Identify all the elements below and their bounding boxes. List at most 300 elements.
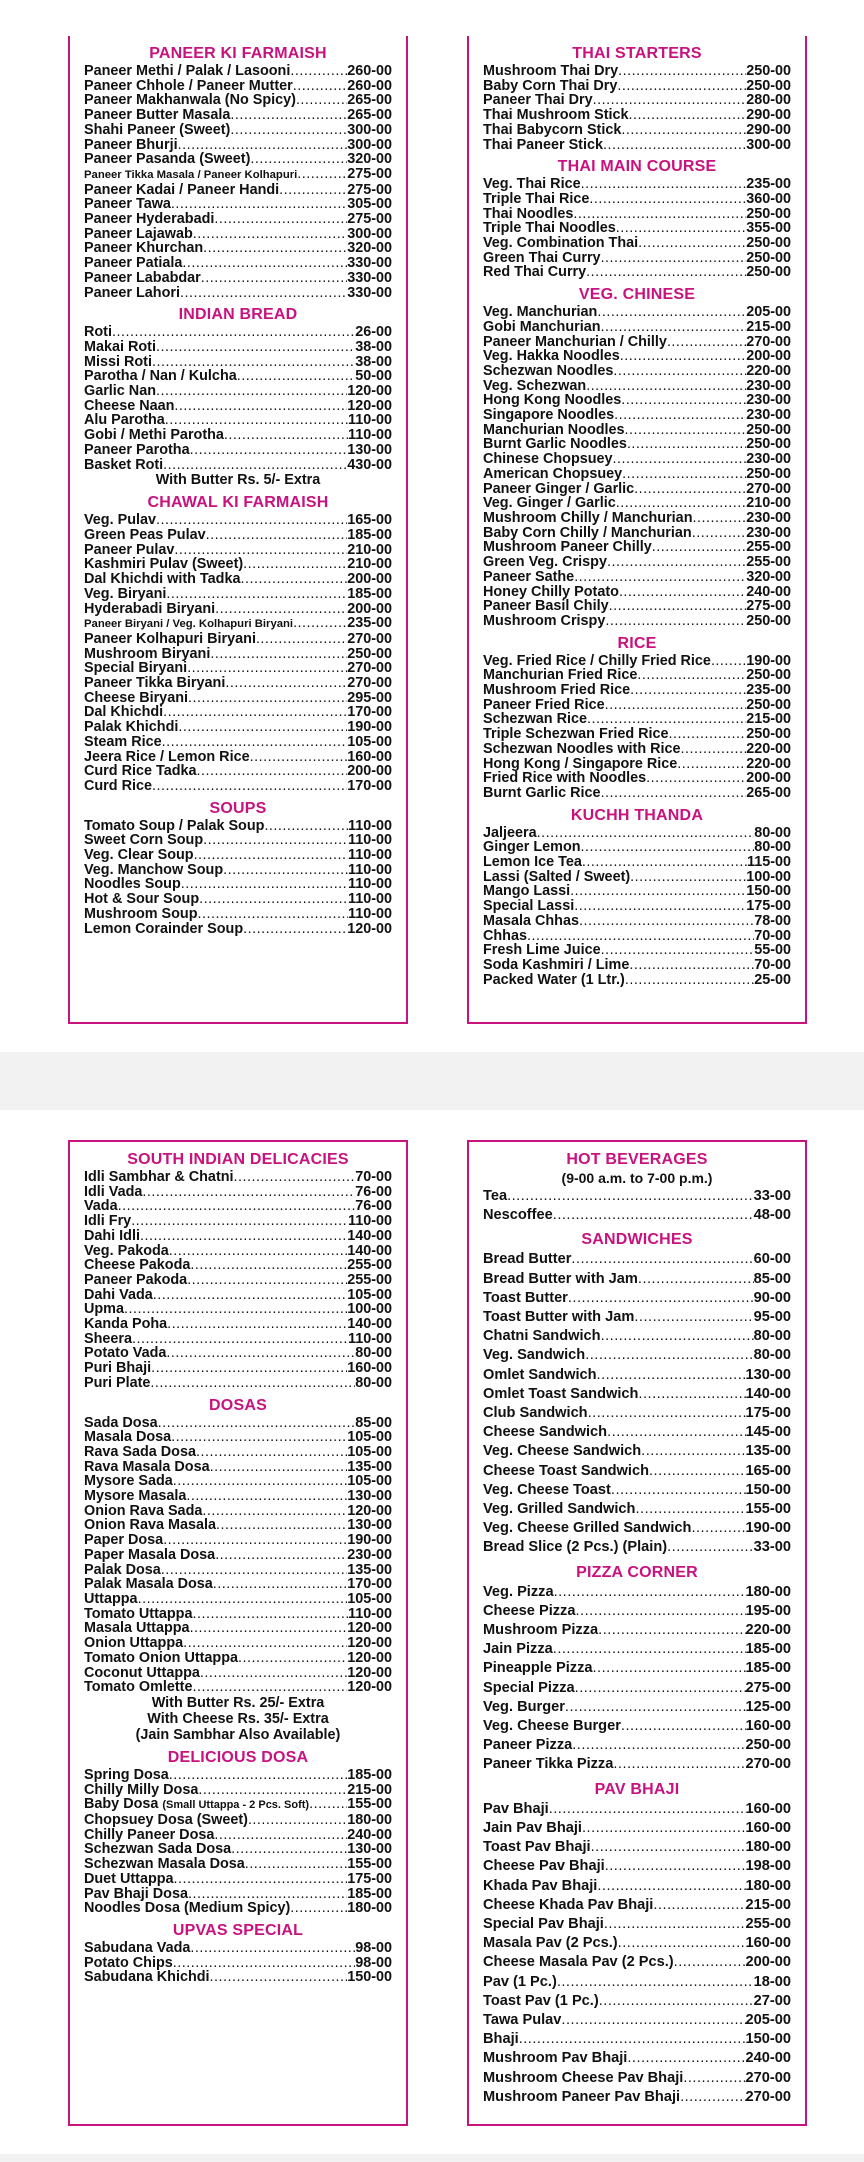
- menu-item: [84, 212, 392, 227]
- item-name-text: Pav Bhaji: [483, 1800, 549, 1817]
- item-name: [483, 1953, 674, 1972]
- item-name-text: Jaljeera: [483, 824, 537, 841]
- item-price: 33-00: [753, 1539, 791, 1556]
- dot-leader: [605, 698, 747, 713]
- item-name: [84, 64, 290, 79]
- item-name-text: Baby Dosa: [84, 1796, 159, 1813]
- item-name-text: Chatni Sandwich: [483, 1328, 601, 1345]
- item-name-text: Veg. Schezwan: [483, 377, 587, 394]
- item-name: [84, 1229, 140, 1244]
- menu-item: [84, 750, 392, 765]
- menu-item: [483, 1327, 791, 1346]
- section-title: PAV BHAJI: [594, 1780, 680, 1798]
- menu-item: [483, 1423, 791, 1442]
- item-name-text: Curd Rice: [84, 777, 152, 794]
- item-price: 180-00: [347, 1900, 392, 1917]
- menu-item: [483, 1659, 791, 1678]
- item-name: [84, 197, 171, 212]
- item-price: 250-00: [746, 421, 791, 438]
- item-name-text: Idli Fry: [84, 1213, 132, 1230]
- section-note: With Butter Rs. 25/- Extra: [151, 1694, 325, 1711]
- section-spacer: [483, 2107, 791, 2110]
- item-price: 155-00: [347, 1796, 392, 1813]
- item-name-text: Veg. Cheese Toast: [483, 1481, 611, 1498]
- menu-item: [84, 1346, 392, 1361]
- item-name-text: Parotha / Nan / Kulcha: [84, 368, 237, 385]
- item-name: [84, 227, 193, 242]
- menu-item: [84, 691, 392, 706]
- dot-leader: [150, 1376, 355, 1391]
- item-price: 110-00: [347, 861, 392, 878]
- item-price: 250-00: [347, 645, 392, 662]
- section-spacer: [84, 1743, 392, 1746]
- item-name-text: Alu Parotha: [84, 412, 165, 429]
- item-price: 90-00: [753, 1289, 791, 1306]
- item-name-text: Fresh Lime Juice: [483, 942, 601, 959]
- item-name: [84, 892, 199, 907]
- item-name: [483, 192, 589, 207]
- item-name-text: Gobi / Methi Parotha: [84, 427, 224, 444]
- item-name: [84, 1872, 174, 1887]
- item-name: [84, 1941, 190, 1956]
- item-name-text: Paneer Makhanwala (No Spicy): [84, 92, 296, 109]
- item-name: [483, 1308, 634, 1327]
- item-price: 250-00: [746, 77, 791, 94]
- item-name: [84, 413, 165, 428]
- menu-item: [84, 1941, 392, 1956]
- item-price: 140-00: [745, 1385, 791, 1402]
- dot-leader: [161, 1563, 347, 1578]
- menu-item: [84, 1504, 392, 1519]
- item-price: 140-00: [347, 1227, 392, 1244]
- dot-leader: [215, 1548, 347, 1563]
- item-name: [483, 452, 613, 467]
- section-spacer: [84, 1391, 392, 1394]
- item-name-text: Idli Sambhar & Chatni: [84, 1169, 234, 1185]
- item-price: 110-00: [347, 891, 392, 908]
- item-name: [483, 496, 616, 511]
- menu-item: [483, 870, 791, 885]
- menu-item: [483, 379, 791, 394]
- item-name: [483, 1583, 554, 1602]
- menu-item: [84, 197, 392, 212]
- item-name: [84, 572, 240, 587]
- item-name: [483, 899, 574, 914]
- item-name-text: Onion Uttappa: [84, 1635, 184, 1652]
- item-name-text: Veg. Thai Rice: [483, 176, 581, 193]
- section-title: PANEER KI FARMAISH: [149, 45, 327, 62]
- dot-leader: [162, 735, 348, 750]
- menu-item: [483, 2011, 791, 2030]
- menu-item: [483, 840, 791, 855]
- item-name: [84, 1474, 173, 1489]
- item-price: 270-00: [347, 660, 392, 677]
- section-subtitle: (9-00 a.m. to 7-00 p.m.): [561, 1170, 713, 1186]
- item-name: [84, 1768, 169, 1783]
- item-price: 155-00: [745, 1501, 791, 1518]
- item-name-text: Jeera Rice / Lemon Rice: [84, 748, 250, 765]
- dot-leader: [202, 1504, 347, 1519]
- item-price: 190-00: [745, 1520, 791, 1537]
- menu-item: [84, 1445, 392, 1460]
- item-name-text: Potato Vada: [84, 1345, 167, 1362]
- item-price: 95-00: [753, 1309, 791, 1326]
- item-price: 355-00: [746, 220, 791, 237]
- item-name-text: Masala Dosa: [84, 1429, 172, 1446]
- item-price: 280-00: [746, 92, 791, 109]
- dot-leader: [250, 750, 348, 765]
- menu-item: [483, 93, 791, 108]
- menu-item: [84, 616, 392, 632]
- item-name-text: Paneer Lahori: [84, 284, 180, 301]
- menu-item: [84, 167, 392, 183]
- item-name-text: Masala Uttappa: [84, 1620, 190, 1637]
- menu-item: [84, 123, 392, 138]
- section-title: INDIAN BREAD: [178, 306, 298, 324]
- item-name-text: Burnt Garlic Noodles: [483, 436, 627, 453]
- item-price: 85-00: [753, 1270, 791, 1287]
- dot-leader: [201, 271, 347, 286]
- item-price: 235-00: [347, 615, 392, 632]
- menu-item: [483, 1800, 791, 1819]
- menu-item: [483, 1206, 791, 1225]
- item-name: [84, 661, 187, 676]
- item-price: 55-00: [754, 942, 791, 959]
- dot-leader: [613, 452, 747, 467]
- item-name: [483, 943, 601, 958]
- menu-item: [84, 1460, 392, 1475]
- item-name: [84, 1970, 210, 1985]
- item-name: [84, 1680, 192, 1695]
- menu-item: [483, 496, 791, 511]
- item-price: 160-00: [347, 748, 392, 765]
- item-price: 300-00: [347, 225, 392, 242]
- menu-column-left: [68, 1140, 408, 2126]
- menu-item: [483, 585, 791, 600]
- dot-leader: [574, 899, 746, 914]
- menu-item: [84, 1332, 392, 1347]
- item-name: [84, 1445, 196, 1460]
- item-name-text: Baby Corn Chilly / Manchurian: [483, 524, 692, 541]
- item-price: 220-00: [746, 740, 791, 757]
- menu-item: [84, 1970, 392, 1985]
- item-name: [84, 1416, 158, 1431]
- item-price: 150-00: [745, 1481, 791, 1498]
- item-price: 105-00: [347, 1429, 392, 1446]
- menu-item: [483, 712, 791, 727]
- menu-item: [483, 1679, 791, 1698]
- item-name-text: Cheese Sandwich: [483, 1424, 608, 1441]
- section-spacer: [483, 801, 791, 804]
- item-name: [483, 870, 630, 885]
- menu-item: [84, 779, 392, 794]
- item-name-text: Soda Kashmiri / Lime: [483, 956, 630, 973]
- section-spacer: [483, 987, 791, 990]
- menu-item: [84, 1548, 392, 1563]
- menu-item: [483, 683, 791, 698]
- item-price: 250-00: [746, 667, 791, 684]
- item-name-text: Veg. Pakoda: [84, 1242, 169, 1259]
- menu-item: [483, 437, 791, 452]
- item-price: 135-00: [745, 1443, 791, 1460]
- item-name: [84, 602, 215, 617]
- dot-leader: [256, 632, 347, 647]
- menu-item: [84, 907, 392, 922]
- item-price: 70-00: [355, 1169, 392, 1185]
- item-price: 160-00: [745, 1800, 791, 1817]
- item-price: 130-00: [347, 1841, 392, 1858]
- menu-item: [84, 513, 392, 528]
- item-name: [483, 1423, 607, 1442]
- item-name: [483, 2088, 680, 2107]
- item-price: 130-00: [347, 441, 392, 458]
- item-name: [84, 1214, 131, 1229]
- item-price: 80-00: [754, 824, 791, 841]
- menu-item: [84, 355, 392, 370]
- item-name-text: Omlet Sandwich: [483, 1366, 597, 1383]
- menu-item: [483, 914, 791, 929]
- dot-leader: [182, 256, 347, 271]
- menu-item: [84, 1592, 392, 1607]
- section-title: VEG. CHINESE: [578, 286, 696, 304]
- dot-leader: [622, 467, 746, 482]
- menu-item: [84, 1430, 392, 1445]
- item-name: [84, 764, 197, 779]
- menu-item: [483, 570, 791, 585]
- item-name-text: Palak Masala Dosa: [84, 1576, 213, 1593]
- dot-leader: [214, 1828, 347, 1843]
- item-name-text: Mushroom Biryani: [84, 645, 211, 662]
- menu-item: [84, 1636, 392, 1651]
- item-name: [483, 958, 629, 973]
- item-name-text: Mushroom Paneer Chilly: [483, 539, 652, 556]
- item-price: 110-00: [347, 832, 392, 849]
- item-name-text: Pineapple Pizza: [483, 1660, 593, 1677]
- item-price: 195-00: [745, 1602, 791, 1619]
- item-name-text: Rava Masala Dosa: [84, 1458, 210, 1475]
- item-name: [483, 1346, 585, 1365]
- dot-leader: [667, 1538, 754, 1557]
- dot-leader: [215, 602, 347, 617]
- item-price: 265-00: [746, 784, 791, 801]
- dot-leader: [601, 320, 747, 335]
- dot-leader: [138, 1592, 348, 1607]
- item-name-text: Paneer Tawa: [84, 196, 171, 213]
- menu-item: [84, 1288, 392, 1303]
- dot-leader: [621, 123, 746, 138]
- item-price: 300-00: [347, 136, 392, 153]
- item-price: 110-00: [347, 847, 392, 864]
- item-name-text: Veg. Ginger / Garlic: [483, 495, 616, 512]
- item-name: [483, 1992, 599, 2011]
- menu-item: [483, 1698, 791, 1717]
- item-name: [84, 1361, 151, 1376]
- item-name-text: Noodles Soup: [84, 876, 181, 893]
- item-name-text: Duet Uttappa: [84, 1870, 174, 1887]
- menu-item: [84, 720, 392, 735]
- item-name: [84, 587, 166, 602]
- dot-leader: [630, 870, 746, 885]
- item-name: [483, 320, 601, 335]
- menu-item: [84, 1229, 392, 1244]
- item-name-text: Triple Thai Noodles: [483, 220, 616, 237]
- dot-leader: [589, 192, 746, 207]
- item-name-text: Mushroom Thai Dry: [483, 63, 619, 79]
- menu-item: [483, 1404, 791, 1423]
- menu-item: [483, 393, 791, 408]
- item-name: [84, 1244, 169, 1259]
- dot-leader: [619, 585, 746, 600]
- menu-item: [483, 1583, 791, 1602]
- item-price: 150-00: [347, 1969, 392, 1986]
- menu-item: [483, 1992, 791, 2011]
- dot-leader: [598, 1621, 745, 1640]
- item-price: 180-00: [347, 1812, 392, 1829]
- menu-item: [84, 1199, 392, 1214]
- item-name-text: Hyderabadi Biryani: [84, 600, 216, 617]
- menu-item: [483, 320, 791, 335]
- item-name: [483, 423, 625, 438]
- dot-leader: [630, 683, 746, 698]
- item-price: 135-00: [347, 1561, 392, 1578]
- item-name-text: Kanda Poha: [84, 1316, 168, 1333]
- dot-leader: [599, 1992, 754, 2011]
- item-price: 290-00: [746, 121, 791, 138]
- dot-leader: [230, 108, 347, 123]
- item-name: [84, 1651, 238, 1666]
- section-spacer: [84, 300, 392, 303]
- item-name-text: Kashmiri Pulav (Sweet): [84, 556, 244, 573]
- item-name-text: Chilly Milly Dosa: [84, 1781, 199, 1798]
- item-name: [84, 340, 156, 355]
- menu-item: [84, 138, 392, 153]
- item-name-text: Paneer Basil Chily: [483, 598, 609, 615]
- dot-leader: [290, 64, 347, 79]
- item-name-text: Green Peas Pulav: [84, 526, 206, 543]
- item-name: [483, 1327, 601, 1346]
- menu-item: [483, 1538, 791, 1557]
- item-name: [483, 1819, 582, 1838]
- item-name: [84, 750, 250, 765]
- item-price: 105-00: [347, 733, 392, 750]
- item-name: [483, 1755, 613, 1774]
- menu-item: [483, 1621, 791, 1640]
- menu-item: [84, 79, 392, 94]
- item-price: 160-00: [745, 1819, 791, 1836]
- item-name: [483, 1404, 588, 1423]
- section-spacer: [84, 794, 392, 797]
- section-title: THAI STARTERS: [572, 45, 702, 62]
- item-name-text: Potato Chips: [84, 1954, 173, 1971]
- item-name: [483, 698, 605, 713]
- menu-item: [84, 587, 392, 602]
- item-price: 215-00: [746, 318, 791, 335]
- menu-item: [84, 1783, 392, 1798]
- item-name-text: Baby Corn Thai Dry: [483, 77, 618, 94]
- dot-leader: [711, 654, 746, 669]
- item-price: 305-00: [347, 196, 392, 213]
- item-price: 275-00: [347, 181, 392, 198]
- item-name: [483, 236, 638, 251]
- item-name: [483, 1385, 638, 1404]
- menu-item: [84, 1302, 392, 1317]
- item-name-text: Upma: [84, 1301, 124, 1318]
- item-name: [84, 1518, 216, 1533]
- dot-leader: [601, 1327, 754, 1346]
- item-price: 300-00: [347, 121, 392, 138]
- dot-leader: [243, 922, 347, 937]
- dot-leader: [614, 408, 746, 423]
- item-name-text: Onion Rava Sada: [84, 1502, 203, 1519]
- item-name: [84, 183, 279, 198]
- item-name: [483, 1442, 641, 1461]
- item-name-text: Paneer Butter Masala: [84, 107, 231, 124]
- section-title: SANDWICHES: [581, 1231, 693, 1249]
- item-name: [84, 617, 293, 632]
- dot-leader: [582, 1819, 746, 1838]
- item-price: 110-00: [347, 905, 392, 922]
- item-name: [483, 929, 527, 944]
- menu-item: [483, 265, 791, 280]
- item-note: (Small Uttappa - 2 Pcs. Soft): [162, 1799, 310, 1812]
- item-name-text: Bread Butter with Jam: [483, 1270, 638, 1287]
- item-price: 205-00: [746, 304, 791, 321]
- item-price: 320-00: [746, 568, 791, 585]
- menu-item: [483, 251, 791, 266]
- dot-leader: [587, 712, 746, 727]
- menu-item: [84, 1956, 392, 1971]
- item-price: 275-00: [745, 1679, 791, 1696]
- section-title: CHAWAL KI FARMAISH: [147, 494, 329, 512]
- section-title: PIZZA CORNER: [576, 1563, 698, 1581]
- item-price: 250-00: [746, 235, 791, 252]
- item-price: 120-00: [347, 1664, 392, 1681]
- item-name-text: Rava Sada Dosa: [84, 1443, 196, 1460]
- item-name-text: Paneer Kolhapuri Biryani: [84, 630, 256, 647]
- dot-leader: [549, 1800, 746, 1819]
- item-price: 80-00: [753, 1328, 791, 1345]
- item-name-text: Hong Kong Noodles: [483, 392, 622, 409]
- item-price: 26-00: [355, 324, 392, 341]
- dot-leader: [618, 1934, 746, 1953]
- item-price: 80-00: [754, 839, 791, 856]
- menu-item: [84, 1533, 392, 1548]
- item-price: 50-00: [355, 368, 392, 385]
- dot-leader: [214, 212, 347, 227]
- menu-item: [84, 1577, 392, 1592]
- item-name-text: Paneer Parotha: [84, 441, 190, 458]
- dot-leader: [309, 1797, 347, 1812]
- item-name: [483, 251, 601, 266]
- menu-item: [483, 1602, 791, 1621]
- item-name-text: Chopsuey Dosa (Sweet): [84, 1812, 248, 1829]
- item-name-text: Hot & Sour Soup: [84, 891, 200, 908]
- dot-leader: [692, 511, 746, 526]
- section-note: With Cheese Rs. 35/- Extra: [147, 1710, 329, 1727]
- menu-item: [483, 698, 791, 713]
- dot-leader: [537, 826, 755, 841]
- item-name: [483, 1462, 649, 1481]
- item-name: [84, 922, 243, 937]
- menu-item: [84, 325, 392, 340]
- item-name-text: Fried Rice with Noodles: [483, 770, 647, 787]
- menu-item: [483, 1270, 791, 1289]
- menu-item: [483, 757, 791, 772]
- item-name-text: Packed Water (1 Ltr.): [483, 971, 625, 988]
- item-name-text: Roti: [84, 324, 112, 341]
- menu-item: [483, 1934, 791, 1953]
- item-price: 215-00: [745, 1896, 791, 1913]
